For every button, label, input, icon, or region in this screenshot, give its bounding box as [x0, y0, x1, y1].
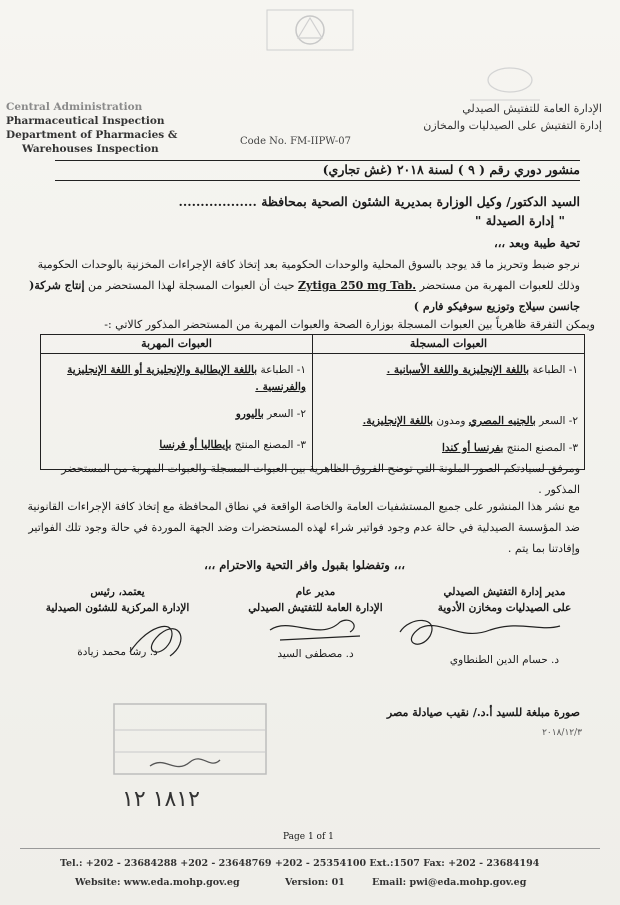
- signature-title: على الصيدليات ومخازن الأدوية: [437, 602, 572, 614]
- signature-scribble-1: [400, 620, 560, 644]
- registered-item: [319, 440, 578, 457]
- addressee: السيد الدكتور/ وكيل الوزارة بمديرية الشئون الصحية بمحافظة ..................: [178, 194, 580, 209]
- footer-divider: [20, 848, 600, 849]
- signature-title: يعتمد، رئيس: [90, 586, 145, 598]
- closing-line: ،،، وتفضلوا بقبول وافر التحية والاحترام ،،،: [204, 558, 405, 572]
- item-number: ٣-: [568, 442, 578, 454]
- signature-title: مدير عام: [295, 586, 336, 598]
- manufacturer-name: إنتاج شركة( جانسن سيلاج وتوزيع سوفيكو فارم ): [29, 279, 580, 313]
- item-number: ٣-: [296, 439, 306, 451]
- title-divider: [55, 180, 580, 181]
- item-label: المصنع المنتج: [231, 439, 294, 451]
- item-number: ٢-: [296, 408, 306, 420]
- registered-item: [319, 362, 578, 379]
- product-name: Zytiga 250 mg Tab.: [298, 279, 417, 292]
- signature-scribble-2: [270, 620, 360, 640]
- signature-title: الإدارة المركزية للشئون الصيدلية: [45, 602, 190, 614]
- form-code: Code No. FM-IIPW-07: [240, 136, 351, 147]
- item-label: المصنع المنتج: [503, 442, 566, 454]
- footer-contact: Tel.: +202 - 23684288 +202 - 23648769 +202 - 25354100 Ext.:1507 Fax: +202 - 23684194: [60, 858, 540, 869]
- smuggled-item: [47, 406, 306, 423]
- footer-version: Version: 01: [285, 877, 345, 888]
- stamp-handwriting: ١٨١٢ ١٢: [122, 787, 200, 812]
- smuggled-cell: [41, 354, 313, 470]
- smuggled-item: [47, 437, 306, 454]
- signatory-name-3: د. رشا محمد زيادة: [77, 646, 158, 658]
- signatory-name-2: د. مصطفى السيد: [277, 648, 354, 660]
- english-header-line: Central Administration: [6, 101, 143, 113]
- registered-cell: [313, 354, 585, 470]
- paragraph-2: ويمكن التفرقة ظاهرياً بين العبوات المسجلة بوزارة الصحة والعبوات المهربة من المستحضر المذكور كالاتي :-: [104, 318, 595, 331]
- paragraph-1-text: نرجو ضبط وتحريز ما قد يوجد بالسوق المحلية والوحدات الحكومية بعد إتخاذ كافة الإجراءات المخزنية بالوحدات الحكومية وذلك للعبوات المهربة من مستحضر: [37, 258, 580, 292]
- item-label: ومدون: [433, 415, 469, 427]
- signature-title: مدير إدارة التفتيش الصيدلي: [443, 586, 566, 598]
- english-header: [6, 100, 177, 156]
- item-value: بفرنسا أو كندا: [442, 442, 504, 454]
- item-label: السعر: [535, 415, 566, 427]
- arabic-header-line: الإدارة العامة للتفتيش الصيدلي: [462, 102, 602, 115]
- column-header-registered: العبوات المسجلة: [313, 335, 585, 354]
- item-value: بإيطاليا أو فرنسا: [159, 439, 232, 451]
- column-header-smuggled: العبوات المهربة: [41, 335, 313, 354]
- item-value: باللغة الإنجليزية.: [362, 415, 434, 427]
- ministry-logo: [265, 8, 355, 52]
- header-divider: [55, 160, 580, 161]
- page-number: Page 1 of 1: [283, 832, 334, 842]
- footer-website: Website: www.eda.mohp.gov.eg: [75, 877, 240, 888]
- item-value: باليورو: [235, 408, 264, 420]
- paragraph-4: مع نشر هذا المنشور على جميع المستشفيات العامة والخاصة الواقعة في نطاق المحافظة مع إتخاذ كافة الإجراءات القانونية ضد المؤسسة الصيدلية في حالة عدم وجود فواتير شراء لهذه المستحضرات وضد الجهة الموردة في حالة وجود تلك الفواتير وإفادتنا بما يتم .: [27, 500, 580, 555]
- english-header-line: Warehouses Inspection: [22, 143, 159, 155]
- item-number: ٢-: [568, 415, 578, 427]
- english-header-line: Pharmaceutical Inspection: [6, 115, 165, 127]
- item-label: الطباعة: [257, 364, 294, 376]
- smuggled-item: [47, 362, 306, 396]
- paragraph-3: ومرفق لسيادتكم الصور الملونة التي توضح الفروق الظاهرية بين العبوات المسجلة والعبوات المهربة من المستحضر المذكور .: [61, 462, 580, 496]
- arabic-header-line: إدارة التفتيش على الصيدليات والمخازن: [423, 119, 602, 132]
- item-value: بالجنيه المصري: [468, 415, 536, 427]
- english-header-line: Department of Pharmacies &: [6, 129, 178, 141]
- item-number: ١-: [296, 364, 306, 376]
- item-label: السعر: [263, 408, 294, 420]
- handwritten-date: ٢٠١٨/١٢/٣: [542, 728, 582, 738]
- paragraph-1-text-cont: حيث أن العبوات المسجلة لهذا المستحضر من: [84, 279, 299, 292]
- item-value: باللغة الإنجليزية واللغة الأسبانية .: [386, 364, 530, 376]
- circular-title: منشور دوري رقم ( ٩ ) لسنة ٢٠١٨ (غش تجاري): [322, 162, 580, 177]
- item-value: باللغة الإيطالية والإنجليزية أو اللغة الإنجليزية والفرنسية .: [67, 364, 306, 393]
- registered-item: [319, 413, 578, 430]
- signatory-name-1: د. حسام الدين الطنطاوي: [449, 654, 560, 666]
- signature-title: الإدارة العامة للتفتيش الصيدلي: [248, 602, 383, 614]
- footer-email: Email: pwi@eda.mohp.gov.eg: [372, 877, 527, 888]
- arabic-header: [342, 100, 602, 134]
- copy-notice: صورة مبلغة للسيد أ.د./ نقيب صيادلة مصر: [386, 706, 580, 719]
- greeting: تحية طيبة وبعد ،،،: [493, 236, 580, 250]
- department-name: " إدارة الصيدلة ": [474, 213, 565, 228]
- comparison-table: [40, 334, 585, 470]
- received-stamp: [110, 700, 270, 815]
- paragraph-1: [25, 254, 580, 317]
- item-label: الطباعة: [529, 364, 566, 376]
- item-number: ١-: [568, 364, 578, 376]
